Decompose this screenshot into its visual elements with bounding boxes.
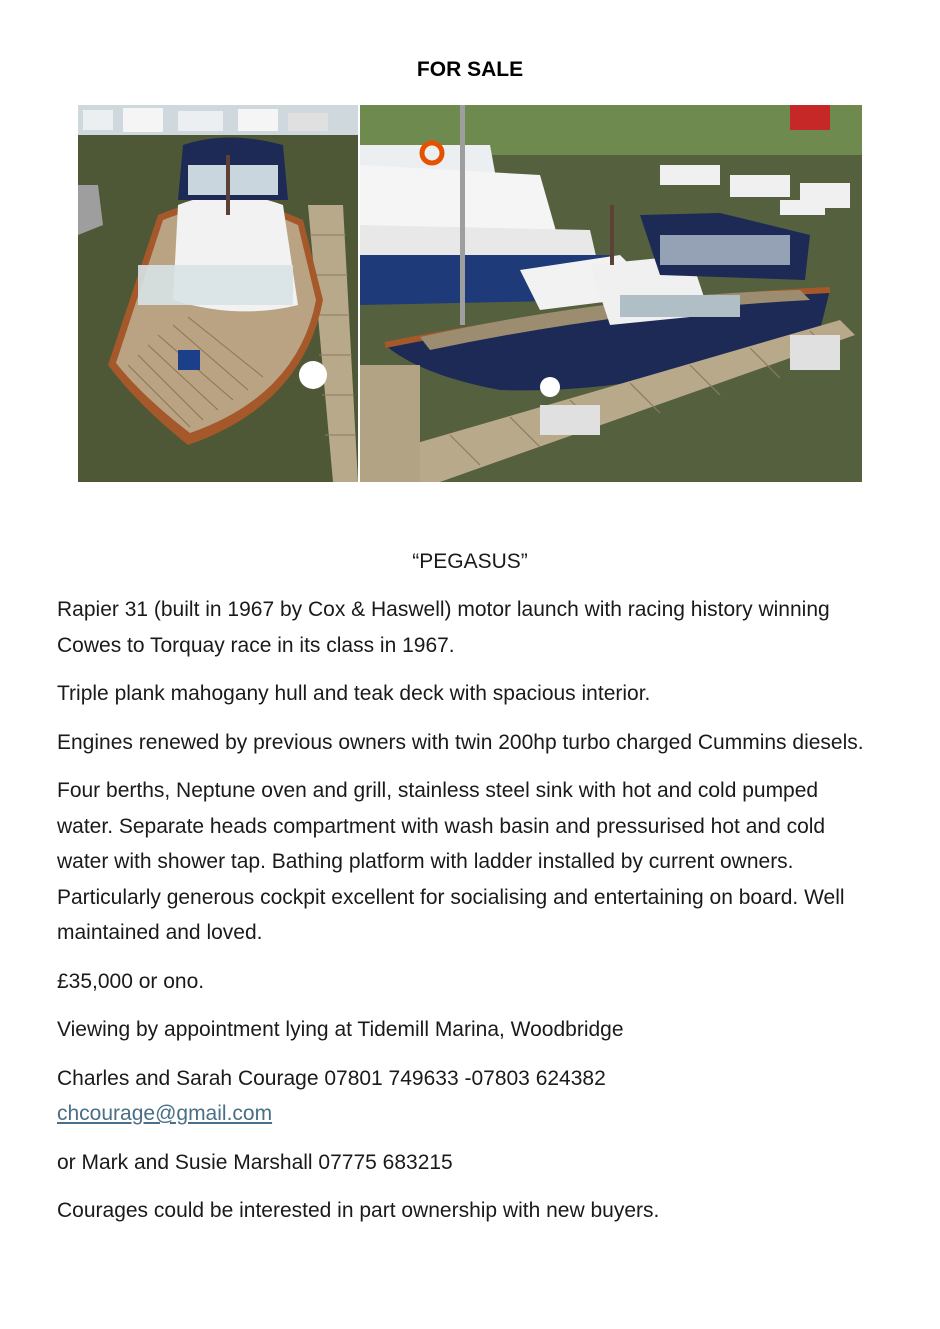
viewing-paragraph: Viewing by appointment lying at Tidemill Marina, Woodbridge	[57, 1018, 624, 1041]
intro-paragraph: Rapier 31 (built in 1967 by Cox & Haswell) motor launch with racing history winning Cowes to Torquay race in its class in 1967.	[57, 598, 830, 657]
email-link[interactable]: chcourage@gmail.com	[57, 1102, 273, 1125]
engines-paragraph: Engines renewed by previous owners with twin 200hp turbo charged Cummins diesels.	[57, 730, 864, 754]
boat-name: “PEGASUS”	[412, 550, 528, 573]
contact-marshall: or Mark and Susie Marshall 07775 683215	[57, 1150, 453, 1174]
boat-photo-left-image	[78, 105, 358, 482]
boat-photo-right	[360, 105, 862, 482]
price: £35,000 or ono.	[57, 969, 205, 993]
boat-photo-right-image	[360, 105, 862, 482]
accommodation-paragraph: Four berths, Neptune oven and grill, stainless steel sink with hot and cold pumped water. Separate heads compartment with wash basin and pressurised hot and cold water with shower tap. Bathing platform with ladder installed by current owners. Particularly generous cockpit excellent for socialising and entertaining on board. Well maintained and loved.	[57, 779, 845, 944]
hull-paragraph: Triple plank mahogany hull and teak deck with spacious interior.	[57, 682, 651, 705]
page-title: FOR SALE	[416, 58, 524, 81]
email-line	[57, 1096, 877, 1132]
contact-courage: Charles and Sarah Courage 07801 749633 -07803 624382	[57, 1066, 606, 1090]
boat-photo-left	[78, 105, 358, 482]
footer-note: Courages could be interested in part ownership with new buyers.	[57, 1199, 660, 1222]
listing-body	[57, 592, 877, 1242]
